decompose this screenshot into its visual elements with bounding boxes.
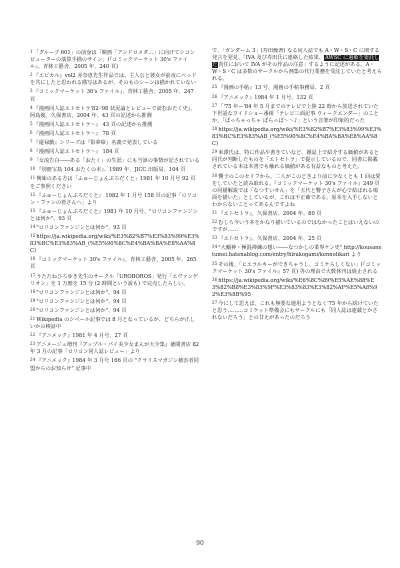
footnote-number: 11 [30, 175, 36, 181]
footnote-number: 22 [30, 332, 36, 338]
footnote-number: 23 [30, 341, 36, 347]
footnote-text: https://ja.wikipedia.org/wiki/%E3%82%B7%E3%83%99%E3%83%BC%E3%83%AB_(%E5%90%8C%E4%BA%BA%E8%AA%8C) [212, 126, 382, 148]
footnote-number: 7 [30, 139, 33, 145]
footnote-text: 『アニメック』1984 年 3 月号 166 頁の "クラリスマガジン被害者同盟からのお知らせ" 記事中 [30, 358, 199, 372]
footnote [212, 102, 382, 125]
footnote-number: 10 [30, 166, 36, 172]
footnote [30, 71, 200, 87]
footnote-number: 31 [212, 209, 218, 215]
footnote-text: https://ja.wikipedia.org/wiki/%E6%8C%89%E5%AE%88%E3%82%B8%E3%83%9F%E3%83%83%E3%82%AF%E5%A8%92%E3%8B%95 [212, 277, 378, 298]
footnote-text: 『アニメック』1984 年 1 月号、132 頁 [218, 94, 314, 101]
footnote [212, 83, 382, 92]
footnote [212, 172, 382, 209]
footnote-text-continued: 責任において IVA がその作品の注意」するように記述がある。A・W・S・C は多数のサークルから画集の代行業務を受託していたと考えられる。 [212, 62, 382, 83]
footnote [30, 165, 200, 174]
footnote [30, 331, 200, 340]
page-number: 90 [196, 540, 204, 547]
footnote-number: 13 [30, 207, 36, 213]
footnote-number: 30 [212, 172, 218, 178]
footnote-number: 24 [30, 357, 36, 363]
footnote [30, 87, 200, 103]
footnote-number: 1 [30, 49, 33, 54]
footnote-number: 17 [30, 272, 36, 278]
footnote-text: 『アニメック』1981 年 4 月号、27 頁 [36, 333, 128, 340]
footnote-text: 『漫画同人誌エトセトラ〜』 184 頁 [33, 149, 120, 156]
footnote-text: 『還禄戯』シリーズは『影夢瘴』名義で発表している [33, 140, 158, 147]
footnote-text: 『コミックマーケット 30's ファイル』、青林工藝舎、2005 年、265 頁 [30, 257, 197, 271]
footnote [212, 209, 382, 218]
footnote-text: 『漫画同人誌エトセトラ〜』 78 頁 [33, 130, 116, 137]
footnote [30, 120, 200, 129]
footnote-text: "大鰯神・極混禅練の想い――なつかしの業界ケン史" http://kousanetumei.hatenablog.com/entry/hirakogami/kennolikari より [212, 245, 382, 259]
footnote [30, 129, 200, 138]
footnote-number: 35 [212, 260, 218, 266]
footnote-text: 『コミックマーケット 30's ファイル』、青林工藝舎、2005 年、247 頁 [30, 89, 194, 103]
footnote [30, 306, 200, 315]
footnote-number: 8 [30, 148, 33, 154]
footnote-text: 今にして思えば、これも無要な運用ようとなく'75 年から続けていたと思う………コミケット準備会にもサークルにも「同人誌は連載とかされないだろう」との甘えがあったのだろう [212, 301, 379, 322]
footnote-text: Wikipedia のシベール記事では 8 月となっているが、どちらが正しいかの検証中 [30, 317, 196, 331]
footnote-text: 『ふゅーじょんぷろだくと』 1982 年 1 月号 158 頁の記事「ロリコン・ファンの皆さんへ」より [30, 192, 197, 206]
footnote-number: 32 [212, 219, 218, 225]
footnote [30, 340, 200, 356]
footnote-text: 「'75 年ー'84 年 5 月までのテレビで上陸 22 時から放送されていた下世話なワイドショー番組「テレビ三面記事 ウィークエンダー」のことか。「ぱっちゃっちゃ ぱらっぱ〜〜♪」という音楽が印象的だった [212, 103, 379, 124]
footnote [30, 232, 200, 255]
footnote-text: 『漫画同人誌エトセトラ〜』 43 頁の記述から推測 [33, 121, 153, 128]
footnote-text: 「グループ 601」の前身は「映画「アンドロメダ…」に向けてシコンピューターの演算手描のサイン」(『コミックマーケット 30's ファイル』、青林工藝舎、2005 年、240 頁) [30, 50, 195, 71]
footnote-number: 20 [30, 306, 36, 312]
footnote-number: 12 [30, 191, 36, 197]
footnote-text: で、「ガンダーム 3」(寿田操著) なる同人誌でも A・W・S・C に関する発言を発見、「IVA 及び寿田氏に連絡した結果、 [212, 48, 380, 62]
footnote-number: 6 [30, 129, 33, 135]
footnote-number: 16 [30, 256, 36, 262]
footnote-text: 『ふゅーじょんぷろだくと』1981 年 10 月号、"ロリコンファンジンとは何か"、93 頁 [30, 208, 198, 222]
footnote-text: 「女流告白――ある「おたく」の生涯」にも当該の事情が記されている [33, 158, 200, 165]
footnote-text: 響子のこのセリフから、二人がこのどきより前に少なくとも 1 回は愛をしていたと読み取れる。『コミックマーケット 30's ファイル』249 頁の同描解説では「なつすいせん」を「五代と響子さんが心で結ばれる場面を描いた」としているが、これは不正確である。原本を入手しないとわからないことってあるんですよね [212, 173, 381, 208]
footnote-number: 26 [212, 93, 218, 99]
document-page [30, 48, 382, 520]
footnote [30, 138, 200, 147]
footnote [30, 174, 200, 190]
footnote-text: 『漫画同人誌エトセトラ'82-'98 状況論とレビューで読むおたく史』、阿島俊、久保書店、2004 年、43 頁の記述から推測 [30, 105, 196, 119]
footnote-number: 28 [212, 125, 218, 131]
footnote-text: "ロリコンファンジンとは何か"、94 頁 [36, 307, 127, 314]
footnote-text: "ロリコンファンジンとは何か"、93 頁 [36, 224, 127, 231]
footnote [30, 315, 200, 331]
footnote-number: 9 [30, 157, 33, 163]
footnote [30, 297, 200, 306]
footnote-text: 『別冊宝島 104 おたくの本』、1989 年、JICC 出版局、104 頁 [36, 167, 186, 174]
footnote-number: 27 [212, 102, 218, 108]
footnote-number: 2 [30, 72, 33, 78]
footnotes-left-column [30, 48, 200, 520]
footnote [30, 223, 200, 232]
footnote-text: "ロリコンファンジンとは何か"、94 頁 [36, 289, 127, 296]
footnote-number: 25 [212, 84, 218, 90]
footnote [212, 148, 382, 171]
footnote-number: 29 [212, 149, 218, 155]
footnote [212, 93, 382, 102]
footnote-number: 15 [30, 233, 36, 239]
footnote-text: アニメージュ増刊『アップル・パイ美少女まんが大全集』徳間書店 82 年 3 月の記事「ロリコン同人誌レビュー」より [30, 342, 200, 356]
footnote-text: "ロリコンファンジンとは何か"、94 頁 [36, 298, 127, 305]
footnote [212, 299, 382, 322]
footnote-number: 4 [30, 104, 33, 110]
highlighted-text: AWSC に過敏を委託した [212, 55, 380, 69]
footnote-text: 興味のある方は「ふゅーじょんぷろだくと」1981 年 10 月号 92 頁をご参照ください [30, 176, 196, 190]
footnote-number: 21 [30, 316, 36, 321]
footnote-number: 5 [30, 120, 33, 126]
footnote-number: 3 [30, 88, 33, 94]
footnotes-right-column [212, 48, 382, 520]
footnote-text: その後、「ヒエラルキーができちゃうし、コミケらしくない」(『コミックマーケット 30's ファイル』57 頁) 等の理由で大数休刊は廃止される [212, 261, 381, 275]
footnote-text: 米澤氏は、特に作品や書きていなど、雑誌上で紹介する価値があると同氏が判断したものを「エトセトラ」で提示しているので、同書に掲載されている本は本書でも触れる価値がある有益なものと考えた。 [212, 150, 380, 171]
footnote [212, 260, 382, 276]
footnote [212, 234, 382, 243]
footnote [30, 288, 200, 297]
footnote-number: 19 [30, 297, 36, 303]
footnote-number: 34 [212, 244, 218, 250]
footnote [30, 104, 200, 120]
footnote-text: 『エトセトラ』、久保書店、2004 年、25 頁 [218, 236, 322, 243]
footnote-number: 36 [212, 276, 218, 282]
footnote-text: むしろ今いう本をかなり描いているのではなかったことはいえないのですが…… [212, 220, 380, 234]
footnote [212, 243, 382, 259]
footnote-text: https://ja.wikipedia.org/wiki/%E3%82%B7%E3%83%99%E3%83%BC%E3%83%AB_(%E5%90%8C%E4%BA%BA%E8%AA%8C) [30, 234, 200, 255]
footnote [212, 218, 382, 234]
footnote-number: 37 [212, 300, 218, 305]
footnote-text: 『漫画の手帖』13 号、漫画の手帖事務局、2 頁 [218, 85, 331, 92]
footnote-number: 33 [212, 235, 218, 241]
footnote [30, 255, 200, 271]
footnote-text: 『エトセトラ』、久保書店、2004 年、80 頁 [218, 210, 322, 217]
footnote [30, 147, 200, 156]
footnote-number: 18 [30, 288, 36, 294]
footnote-text: うたたねひろゆき先生のサークル「UROBOROS」発行「エヴァンゲリオン」を 1 万冊を 15 分 (2 時間という説も) で完売したらしい。 [30, 273, 199, 287]
footnote [30, 207, 200, 223]
footnote-text: 『エビカル』vol2 赤奈恵先生作品では、主人公と彼女が前夜にベッドを共にしたと思われる描写はあるが、そのものシーンは描かれていない [30, 73, 197, 87]
footnote [30, 156, 200, 165]
footnote-number: 14 [30, 223, 36, 229]
footnote [30, 191, 200, 207]
footnote [212, 276, 382, 299]
footnote [212, 48, 382, 83]
footnote [212, 125, 382, 148]
footnote [30, 356, 200, 372]
footnote [30, 48, 200, 71]
footnote [30, 272, 200, 288]
